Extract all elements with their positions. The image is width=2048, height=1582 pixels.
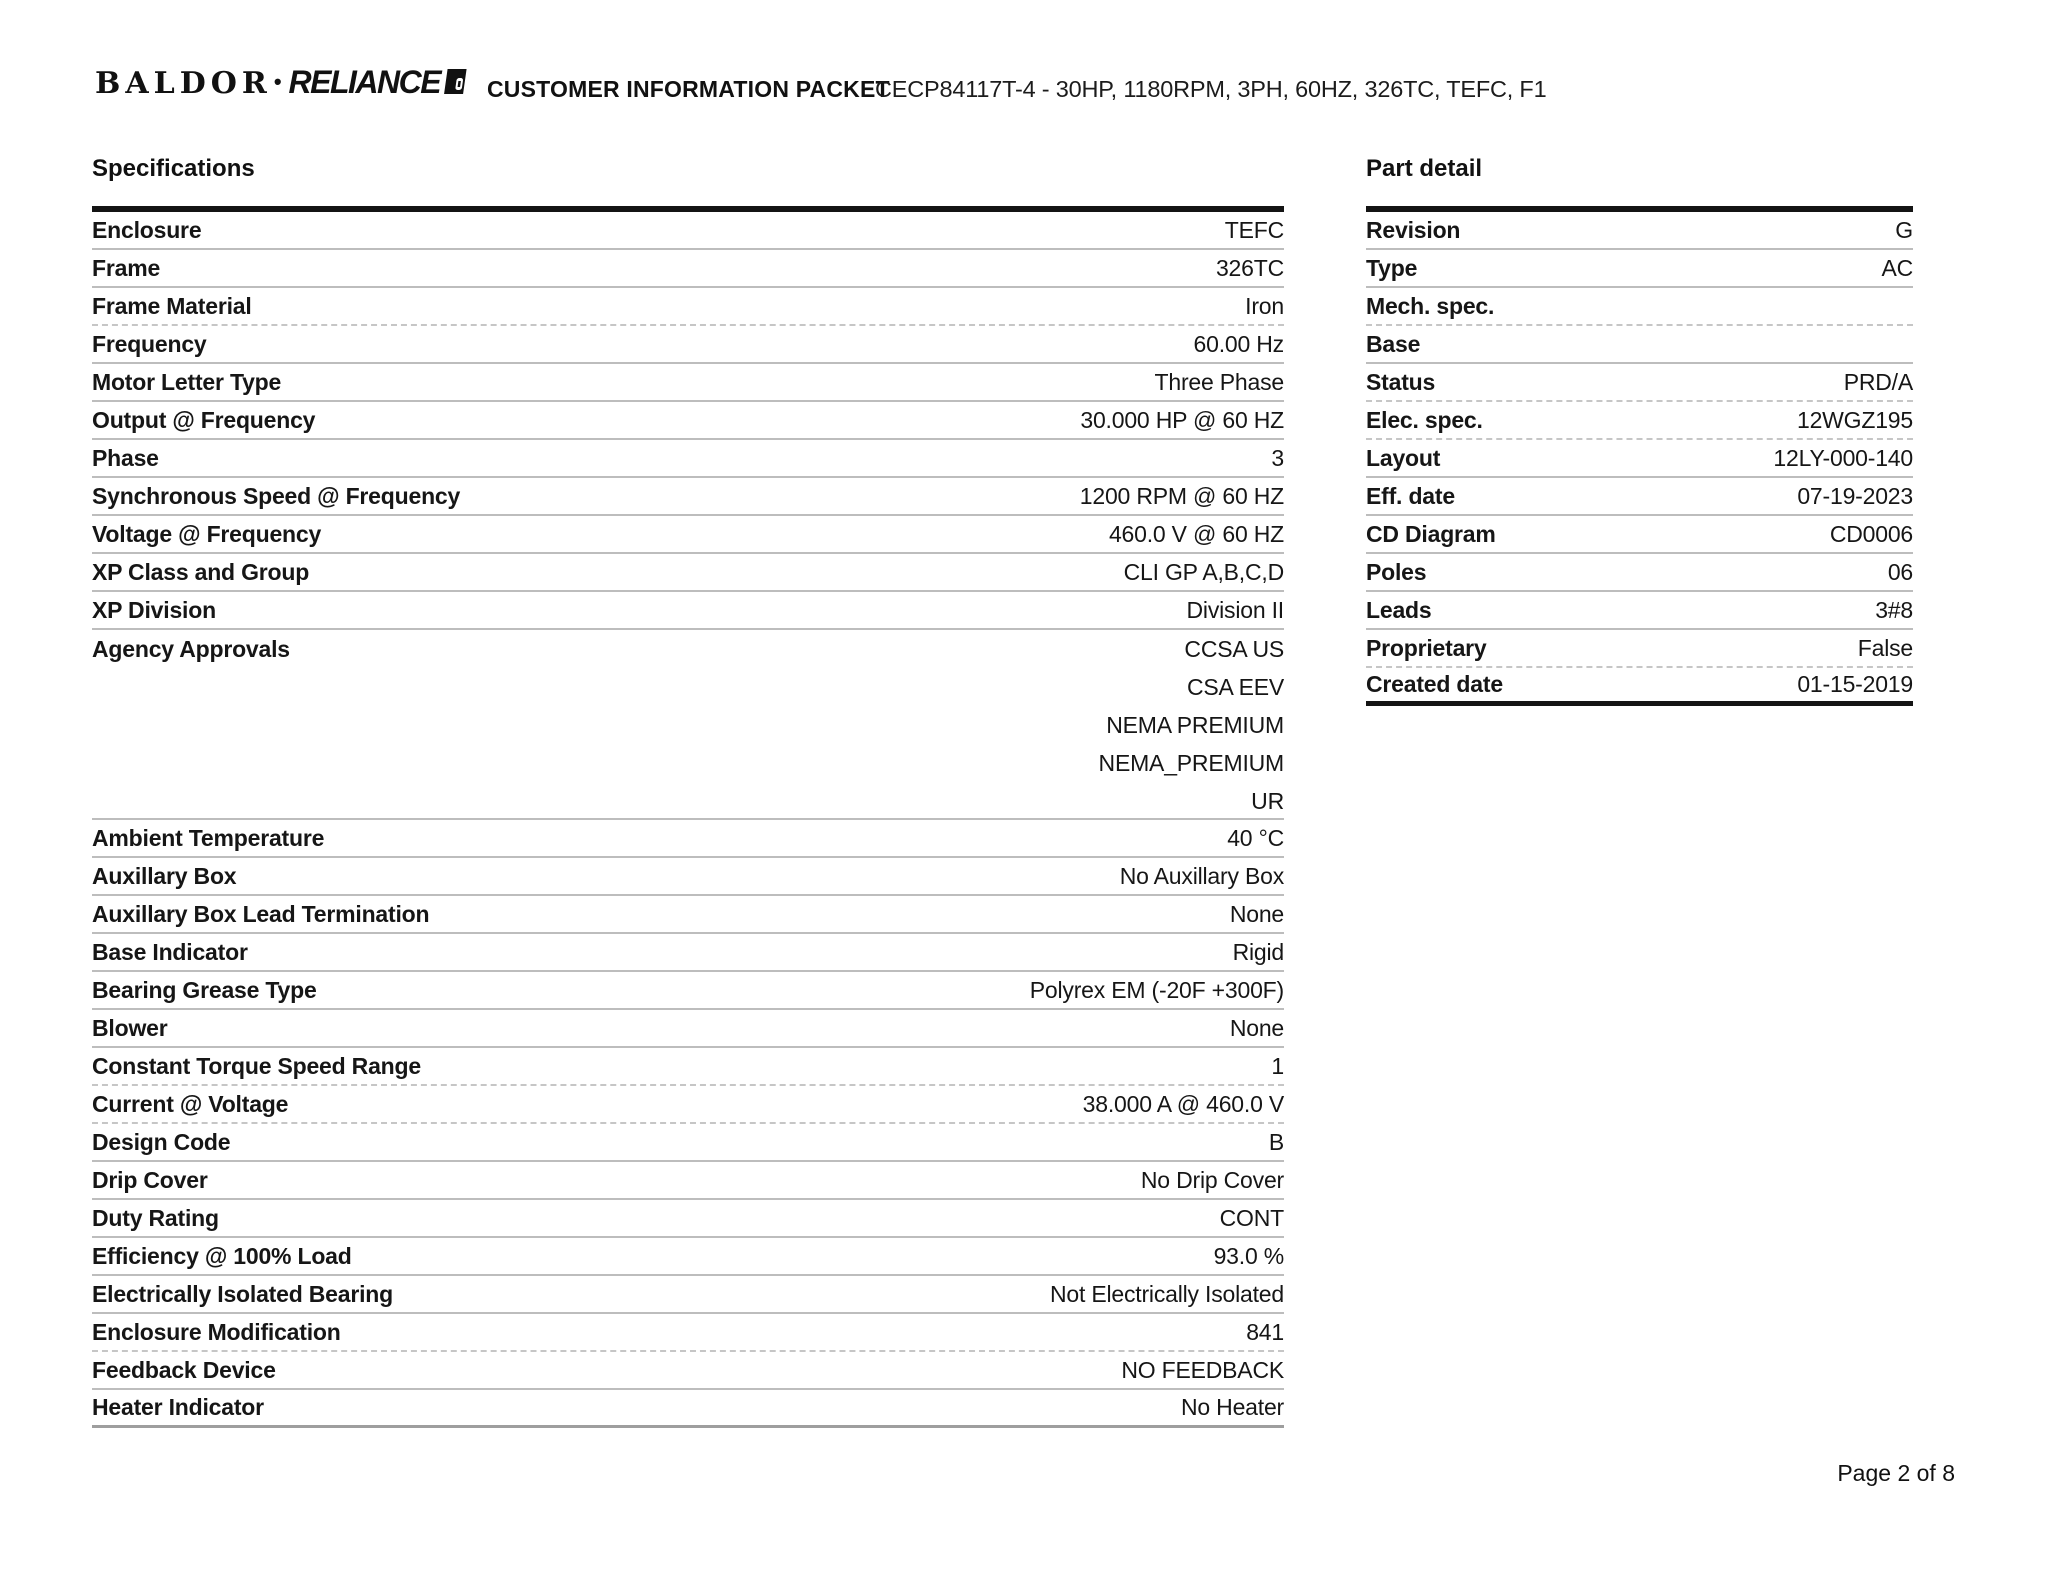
spec-value: None xyxy=(1229,1014,1284,1041)
part-label: Eff. date xyxy=(1366,482,1455,509)
part-value: AC xyxy=(1881,254,1913,281)
brand-logo xyxy=(95,64,468,101)
page-number: Page 2 of 8 xyxy=(1837,1460,1955,1486)
spec-value: 1 xyxy=(1271,1052,1284,1079)
spec-value: TEFC xyxy=(1224,216,1284,243)
spec-label: Frame xyxy=(92,254,161,281)
table-row xyxy=(92,1010,1284,1048)
spec-label: Base Indicator xyxy=(92,938,248,965)
spec-label: Efficiency @ 100% Load xyxy=(92,1242,352,1269)
brand-baldor-text: BALDOR xyxy=(95,66,272,101)
spec-label: Voltage @ Frequency xyxy=(92,520,322,547)
spec-value: Division II xyxy=(1186,596,1284,623)
spec-label: Agency Approvals xyxy=(92,636,290,662)
part-label: Type xyxy=(1366,254,1418,281)
table-row xyxy=(92,820,1284,858)
spec-label: XP Class and Group xyxy=(92,558,310,585)
table-row xyxy=(92,364,1284,402)
spec-value: B xyxy=(1268,1128,1284,1155)
part-value: CD0006 xyxy=(1829,520,1913,547)
spec-value: 3 xyxy=(1271,444,1284,471)
table-row xyxy=(1366,668,1913,706)
table-row xyxy=(92,250,1284,288)
spec-label: Ambient Temperature xyxy=(92,824,325,851)
table-row xyxy=(92,1086,1284,1124)
spec-value: Iron xyxy=(1245,292,1284,319)
spec-value: NO FEEDBACK xyxy=(1121,1356,1284,1383)
spec-value: Not Electrically Isolated xyxy=(1049,1280,1284,1307)
spec-label: Design Code xyxy=(92,1128,231,1155)
spec-label: Current @ Voltage xyxy=(92,1090,289,1117)
document-subtitle: CECP84117T-4 - 30HP, 1180RPM, 3PH, 60HZ, 326TC, TEFC, F1 xyxy=(875,76,1547,102)
table-row xyxy=(1366,440,1913,478)
spec-value: No Heater xyxy=(1180,1394,1284,1420)
specifications-section xyxy=(92,155,1284,1428)
spec-value: No Drip Cover xyxy=(1140,1166,1284,1193)
part-value: 12WGZ195 xyxy=(1796,406,1913,433)
spec-value: 326TC xyxy=(1215,254,1284,281)
table-row xyxy=(92,592,1284,630)
table-row xyxy=(92,1124,1284,1162)
spec-value: None xyxy=(1229,900,1284,927)
part-label: Mech. spec. xyxy=(1366,292,1495,319)
table-row xyxy=(92,288,1284,326)
spec-value: Polyrex EM (-20F +300F) xyxy=(1029,976,1284,1003)
table-row xyxy=(92,1352,1284,1390)
spec-value: 460.0 V @ 60 HZ xyxy=(1108,520,1284,547)
table-row xyxy=(1366,364,1913,402)
part-label: Revision xyxy=(1366,216,1461,243)
table-row-agency-approvals xyxy=(92,630,1284,820)
spec-value: CCSA US xyxy=(1184,636,1284,662)
part-detail-section xyxy=(1366,155,1913,706)
spec-label: XP Division xyxy=(92,596,216,623)
part-label: Elec. spec. xyxy=(1366,406,1483,433)
table-row xyxy=(1366,592,1913,630)
table-row xyxy=(92,1162,1284,1200)
spec-label: Output @ Frequency xyxy=(92,406,316,433)
spec-label: Motor Letter Type xyxy=(92,368,282,395)
part-value: 07-19-2023 xyxy=(1797,482,1913,509)
spec-value: NEMA_PREMIUM xyxy=(1098,750,1284,776)
table-row xyxy=(92,326,1284,364)
table-row xyxy=(92,516,1284,554)
spec-label: Frame Material xyxy=(92,292,252,319)
table-row xyxy=(92,478,1284,516)
spec-value: 1200 RPM @ 60 HZ xyxy=(1079,482,1284,509)
part-label: Proprietary xyxy=(1366,634,1487,661)
spec-label: Phase xyxy=(92,444,159,471)
spec-value-list xyxy=(1099,630,1284,820)
part-label: Poles xyxy=(1366,558,1427,585)
spec-value: UR xyxy=(1251,788,1284,814)
table-row xyxy=(1366,478,1913,516)
table-row xyxy=(92,858,1284,896)
part-label: Layout xyxy=(1366,444,1441,471)
table-row xyxy=(92,1200,1284,1238)
table-row xyxy=(1366,288,1913,326)
table-row xyxy=(92,934,1284,972)
table-row xyxy=(92,1276,1284,1314)
spec-label: Heater Indicator xyxy=(92,1394,264,1420)
table-row xyxy=(92,1314,1284,1352)
table-row xyxy=(92,212,1284,250)
table-row xyxy=(92,402,1284,440)
spec-label: Frequency xyxy=(92,330,207,357)
table-row xyxy=(92,440,1284,478)
table-row xyxy=(92,896,1284,934)
spec-value: 38.000 A @ 460.0 V xyxy=(1082,1090,1284,1117)
table-row xyxy=(1366,516,1913,554)
spec-value: No Auxillary Box xyxy=(1119,862,1284,889)
spec-label: Drip Cover xyxy=(92,1166,208,1193)
spec-value: 841 xyxy=(1246,1318,1284,1345)
spec-label: Constant Torque Speed Range xyxy=(92,1052,421,1079)
part-label: Base xyxy=(1366,330,1421,357)
part-value: G xyxy=(1895,216,1913,243)
spec-label: Feedback Device xyxy=(92,1356,276,1383)
spec-value: Rigid xyxy=(1232,938,1284,965)
spec-label: Bearing Grease Type xyxy=(92,976,317,1003)
spec-label: Electrically Isolated Bearing xyxy=(92,1280,393,1307)
part-label: Created date xyxy=(1366,671,1503,697)
spec-value: Three Phase xyxy=(1154,368,1284,395)
table-row xyxy=(92,1048,1284,1086)
spec-value: 93.0 % xyxy=(1213,1242,1284,1269)
spec-label: Auxillary Box Lead Termination xyxy=(92,900,430,927)
table-row xyxy=(1366,630,1913,668)
spec-value: CLI GP A,B,C,D xyxy=(1123,558,1284,585)
part-label: Status xyxy=(1366,368,1436,395)
spec-value: CSA EEV xyxy=(1186,674,1284,700)
brand-reliance-text: RELIANCE xyxy=(288,64,441,100)
spec-value: 30.000 HP @ 60 HZ xyxy=(1080,406,1284,433)
table-row xyxy=(92,554,1284,592)
spec-value: CONT xyxy=(1219,1204,1284,1231)
spec-label: Synchronous Speed @ Frequency xyxy=(92,482,461,509)
spec-value: 40 °C xyxy=(1227,824,1284,851)
part-value: 12LY-000-140 xyxy=(1773,444,1913,471)
part-label: Leads xyxy=(1366,596,1432,623)
part-value: PRD/A xyxy=(1843,368,1913,395)
part-value: 06 xyxy=(1887,558,1913,585)
table-row xyxy=(1366,402,1913,440)
part-value: False xyxy=(1857,634,1913,661)
spec-label: Auxillary Box xyxy=(92,862,237,889)
table-row xyxy=(92,1390,1284,1428)
table-row xyxy=(1366,554,1913,592)
part-value: 01-15-2019 xyxy=(1797,671,1913,697)
brand-separator-dot: • xyxy=(273,69,282,94)
table-row xyxy=(92,972,1284,1010)
specifications-heading: Specifications xyxy=(92,155,255,182)
spec-value: 60.00 Hz xyxy=(1193,330,1284,357)
part-label: CD Diagram xyxy=(1366,520,1496,547)
spec-label: Enclosure xyxy=(92,216,202,243)
spec-label: Blower xyxy=(92,1014,168,1041)
spec-label: Duty Rating xyxy=(92,1204,219,1231)
brand-mark-icon xyxy=(444,66,468,101)
table-row xyxy=(1366,250,1913,288)
table-row xyxy=(1366,326,1913,364)
part-detail-table xyxy=(1366,206,1913,706)
part-detail-heading: Part detail xyxy=(1366,155,1483,182)
table-row xyxy=(1366,212,1913,250)
specifications-table xyxy=(92,206,1284,1428)
spec-label: Enclosure Modification xyxy=(92,1318,341,1345)
document-title: CUSTOMER INFORMATION PACKET xyxy=(487,76,890,102)
spec-value: NEMA PREMIUM xyxy=(1106,712,1284,738)
table-row xyxy=(92,1238,1284,1276)
part-value: 3#8 xyxy=(1875,596,1913,623)
